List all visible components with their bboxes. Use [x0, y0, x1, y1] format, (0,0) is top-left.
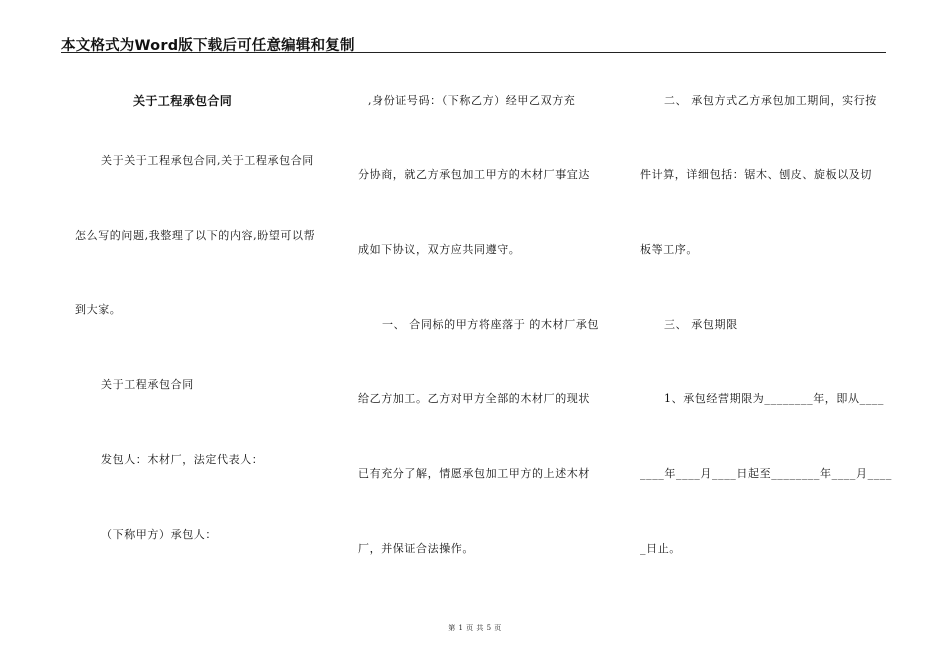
text-line: 给乙方加工。乙方对甲方全部的木材厂的现状: [358, 392, 590, 405]
text-line: 厂，并保证合法操作。: [358, 542, 474, 555]
text-line: （下称甲方）承包人：: [101, 528, 217, 541]
text-line: _日止。: [640, 542, 681, 555]
text-line: 一、 合同标的甲方将座落于 的木材厂承包: [382, 318, 599, 331]
text-line: 1、承包经营期限为________年，即从____: [664, 392, 884, 405]
page-number: 第 1 页 共 5 页: [448, 624, 502, 632]
text-column-3: [640, 0, 890, 672]
text-line: 关于工程承包合同: [101, 378, 194, 391]
text-line: 成如下协议，双方应共同遵守。: [358, 243, 521, 256]
text-line: ,身份证号码：（下称乙方）经甲乙双方充: [368, 94, 576, 107]
text-line: 板等工序。: [640, 243, 698, 256]
text-line: 分协商，就乙方承包加工甲方的木材厂事宜达: [358, 168, 590, 181]
text-line: 发包人：木材厂，法定代表人：: [101, 453, 264, 466]
text-line: 三、 承包期限: [664, 318, 738, 331]
document-title: 关于工程承包合同: [133, 94, 233, 108]
text-line: 已有充分了解，情愿承包加工甲方的上述木材: [358, 467, 590, 480]
text-line: ____年____月____日起至________年____月____: [640, 467, 892, 480]
text-line: 到大家。: [75, 303, 122, 316]
text-line: 怎么写的问题,我整理了以下的内容,盼望可以帮: [75, 229, 316, 242]
text-column-1: [75, 0, 325, 672]
text-line: 件计算，详细包括：锯木、刨皮、旋板以及切: [640, 168, 872, 181]
text-column-2: [358, 0, 608, 672]
header-title: 本文格式为Word版下载后可任意编辑和复制: [61, 38, 355, 54]
text-line: 关于关于工程承包合同,关于工程承包合同: [101, 154, 314, 167]
text-line: 二、 承包方式乙方承包加工期间，实行按: [664, 94, 877, 107]
